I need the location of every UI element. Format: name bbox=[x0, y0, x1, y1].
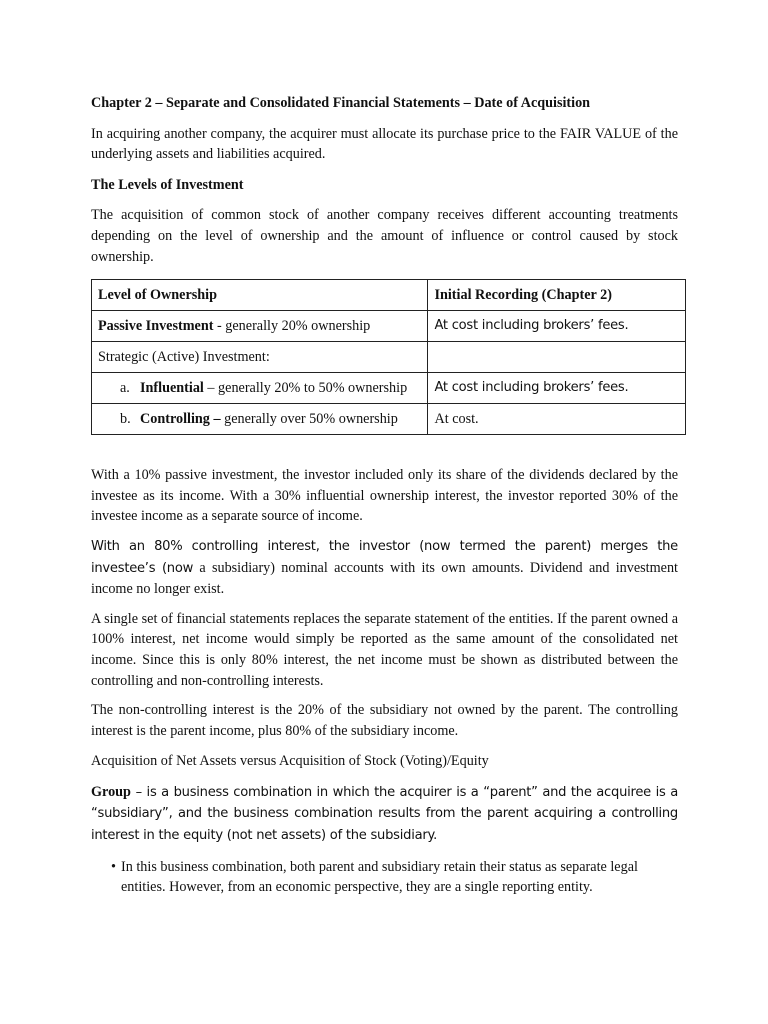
ownership-table bbox=[91, 279, 686, 435]
paragraph-non-controlling: The non-controlling interest is the 20% of the subsidiary not owned by the parent. The controlling interest is the parent income, plus 80% of the subsidiary income. bbox=[91, 702, 678, 739]
table-header-row bbox=[92, 280, 686, 311]
strategic-recording-empty bbox=[428, 342, 686, 373]
influential-label: Influential bbox=[140, 380, 204, 397]
table-row-passive bbox=[92, 311, 686, 342]
influential-letter: a. bbox=[120, 380, 130, 397]
group-label: Group bbox=[91, 783, 131, 800]
bullet-icon: • bbox=[111, 858, 116, 875]
controlling-recording: At cost. bbox=[428, 404, 686, 435]
influential-recording: At cost including brokers’ fees. bbox=[428, 373, 686, 404]
passive-label: Passive Investment bbox=[98, 318, 214, 335]
table-row-strategic bbox=[92, 342, 686, 373]
header-initial-recording: Initial Recording (Chapter 2) bbox=[428, 280, 686, 311]
passive-desc: - generally 20% ownership bbox=[213, 318, 371, 335]
header-level-of-ownership: Level of Ownership bbox=[92, 280, 428, 311]
controlling-label: Controlling – bbox=[140, 411, 221, 428]
document-title: Chapter 2 – Separate and Consolidated Financial Statements – Date of Acquisition bbox=[91, 95, 591, 111]
paragraph-controlling-interest bbox=[91, 536, 678, 600]
group-text: – is a business combination in which the acquirer is a “parent” and the acquiree is a “subsidiary”, and the business combination results from the parent acquiring a controlling interest in the equity (not net assets) of the subsidiary. bbox=[91, 784, 678, 844]
paragraph-passive-investment: With a 10% passive investment, the investor included only its share of the dividends declared by the investee as its income. With a 30% influential ownership interest, the investor reported 30% of the investee income as a separate source of income. bbox=[91, 467, 678, 525]
table-row-controlling bbox=[92, 404, 686, 435]
controlling-cell bbox=[92, 404, 428, 435]
controlling-desc: generally over 50% ownership bbox=[220, 411, 398, 428]
controlling-letter: b. bbox=[120, 411, 131, 428]
passive-recording: At cost including brokers’ fees. bbox=[428, 311, 686, 342]
para2-sans-segment: With an 80% controlling interest, the investor (now termed the parent) merges the investee’s (now bbox=[91, 538, 678, 576]
influential-desc: – generally 20% to 50% ownership bbox=[203, 380, 408, 397]
levels-heading: The Levels of Investment bbox=[91, 176, 244, 193]
acquisition-heading: Acquisition of Net Assets versus Acquisition of Stock (Voting)/Equity bbox=[91, 753, 489, 770]
paragraph-single-set: A single set of financial statements replaces the separate statement of the entities. If the parent owned a 100% interest, net income would simply be reported as the same amount of the consolidated net income. Since this is only 80% interest, the net income must be shown as distributed between the controlling and non-controlling interests. bbox=[91, 610, 678, 689]
levels-paragraph: The acquisition of common stock of another company receives different accounting treatments depending on the level of ownership and the amount of influence or control caused by stock ownership. bbox=[91, 207, 678, 265]
bullet-text: In this business combination, both parent and subsidiary retain their status as separate legal entities. However, from an economic perspective, they are a single reporting entity. bbox=[121, 858, 638, 896]
para2-rest-segment: a subsidiary) nominal accounts with its own amounts. Dividend and investment income no longer exist. bbox=[91, 559, 678, 598]
group-paragraph bbox=[91, 782, 678, 847]
list-item bbox=[91, 857, 678, 898]
strategic-cell: Strategic (Active) Investment: bbox=[92, 342, 428, 373]
table-row-influential bbox=[92, 373, 686, 404]
intro-paragraph: In acquiring another company, the acquirer must allocate its purchase price to the FAIR VALUE of the underlying assets and liabilities acquired. bbox=[91, 125, 678, 163]
passive-cell bbox=[92, 311, 428, 342]
influential-cell bbox=[92, 373, 428, 404]
